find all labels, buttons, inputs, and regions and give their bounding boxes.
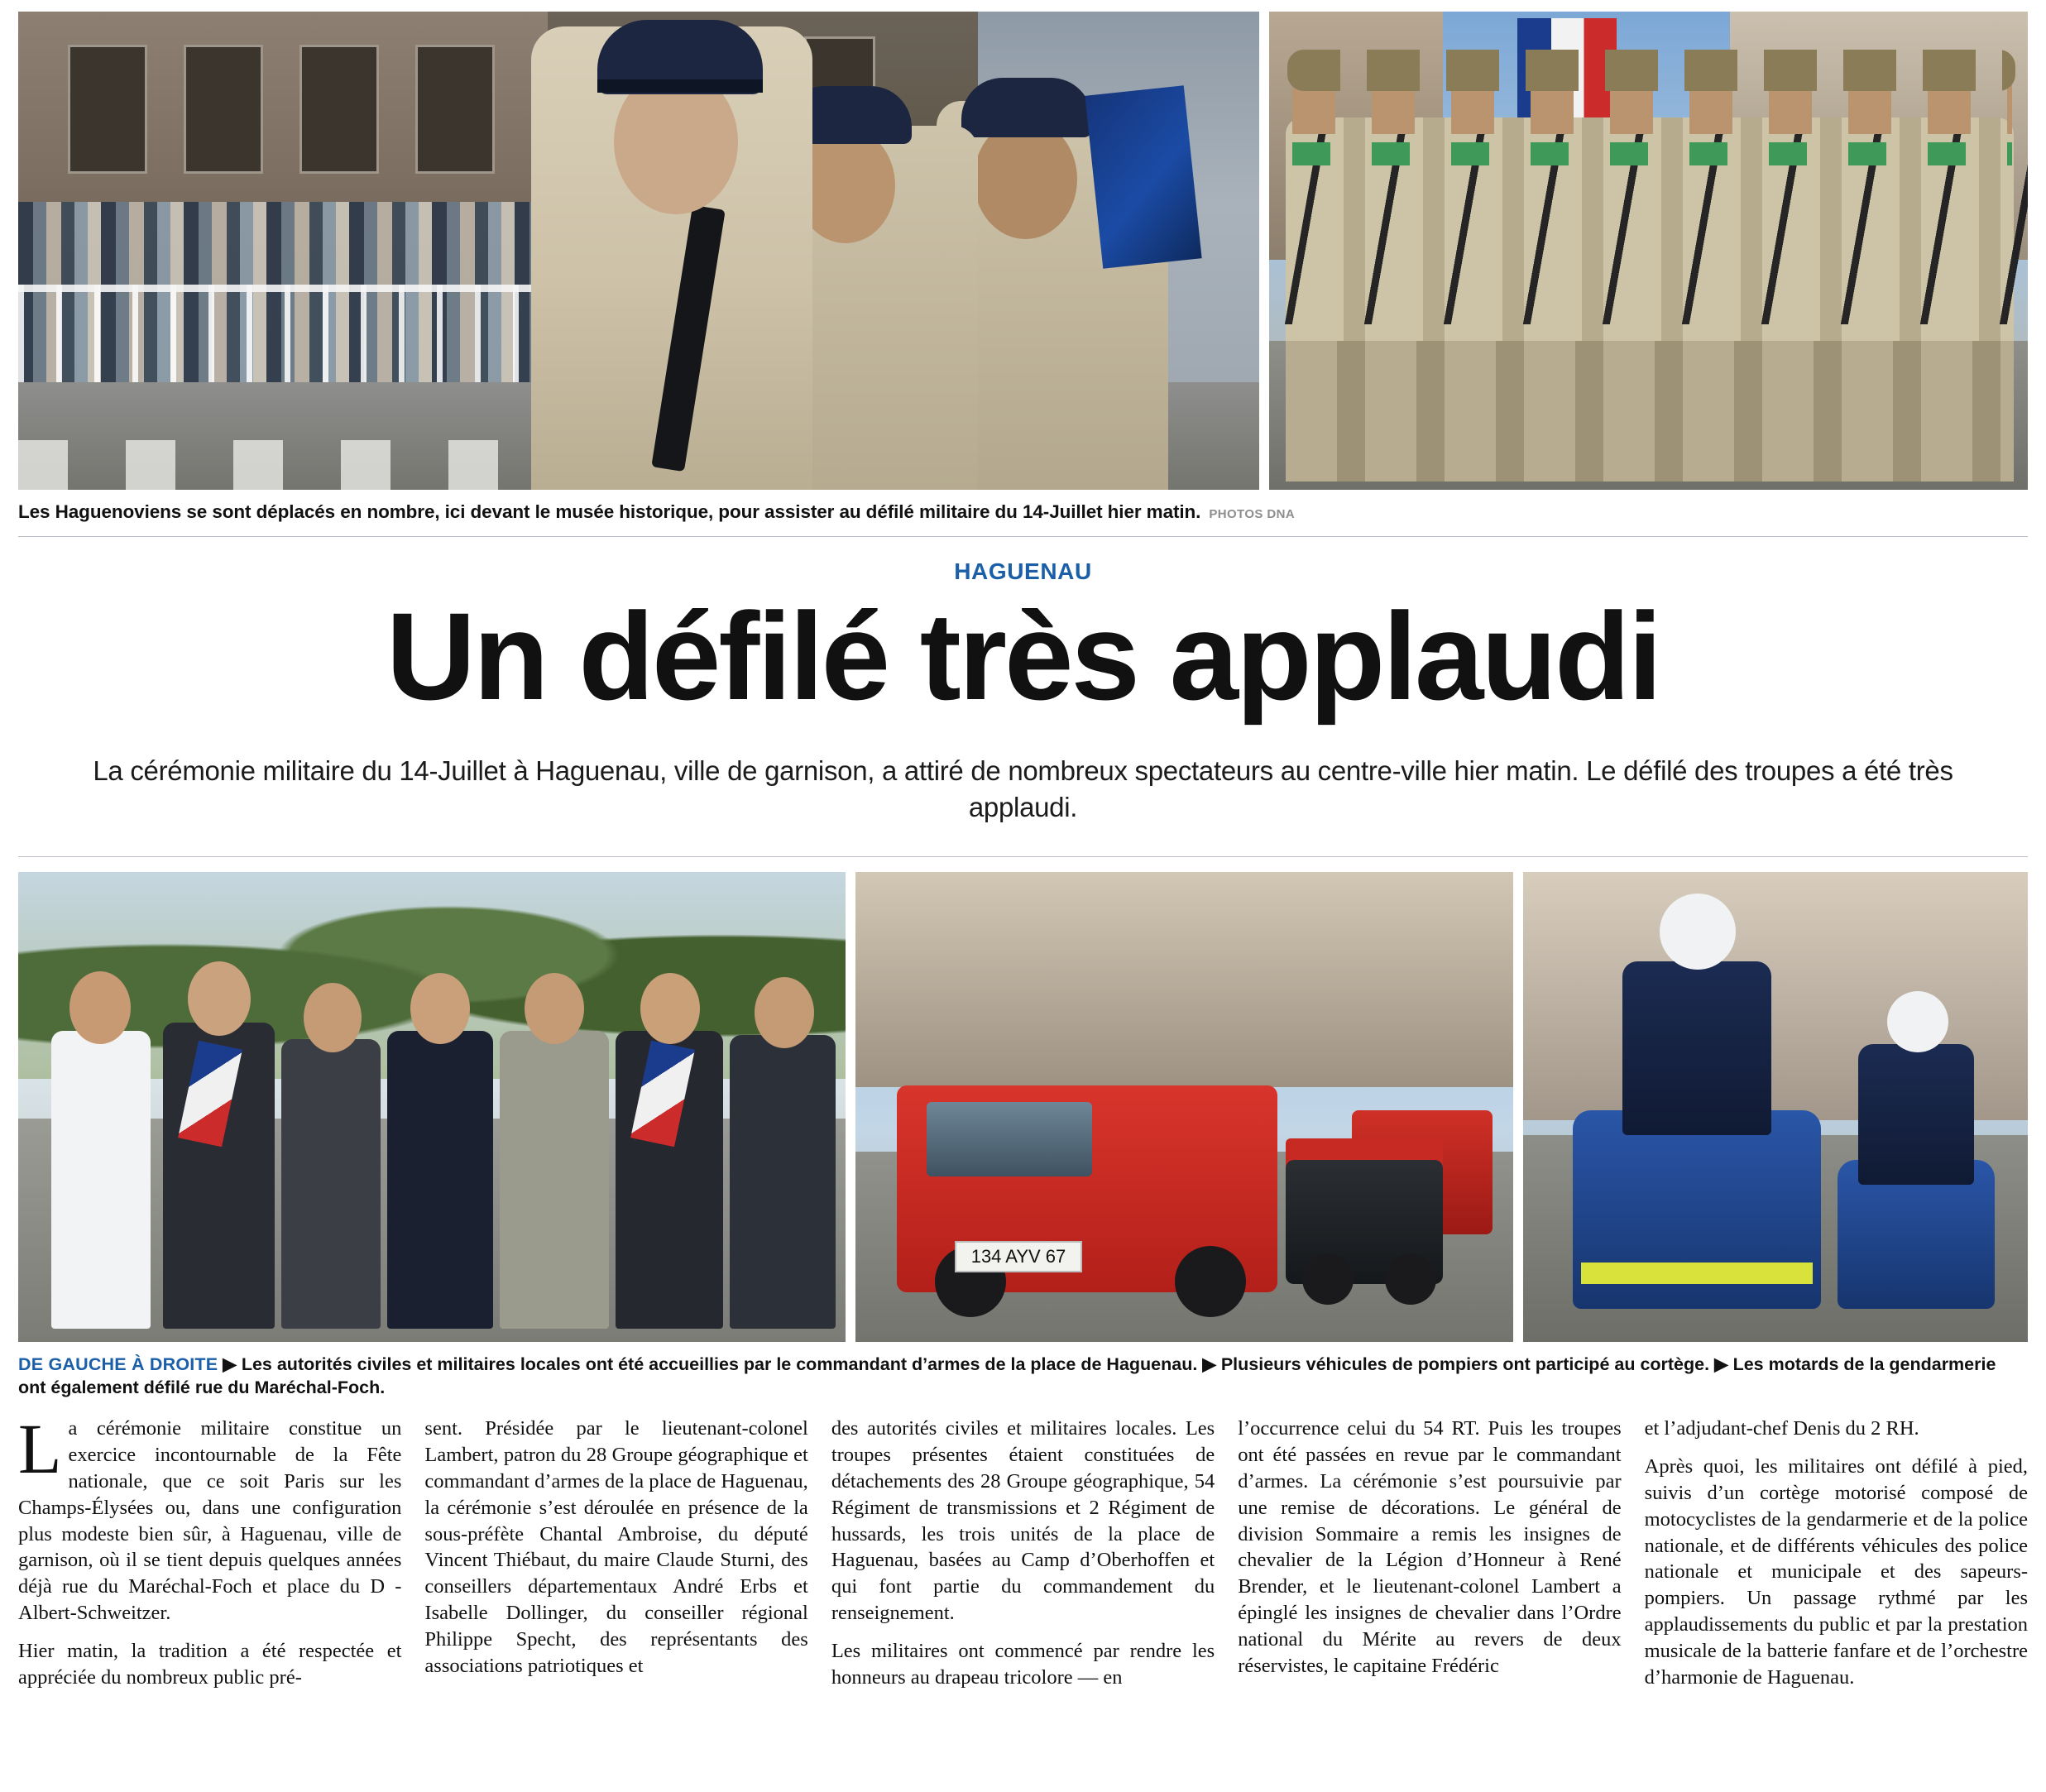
window	[184, 45, 263, 174]
person-head	[755, 977, 814, 1048]
wheel	[1302, 1253, 1354, 1305]
reflective-stripe	[1581, 1263, 1813, 1284]
official-person	[387, 1031, 493, 1329]
kepi-band	[597, 79, 763, 93]
rider-lead	[1622, 961, 1771, 1135]
paragraph: et l’adjudant-chef Denis du 2 RH.	[1644, 1417, 1919, 1440]
window	[415, 45, 495, 174]
person-head	[188, 961, 251, 1036]
arrow-right-icon: ▶	[1202, 1354, 1216, 1375]
person-head	[304, 983, 362, 1052]
buildings	[855, 872, 1513, 1087]
newspaper-page	[0, 12, 2046, 1792]
wheel	[1385, 1253, 1436, 1305]
caption-text-2: Plusieurs véhicules de pompiers ont participé au cortège.	[1220, 1354, 1710, 1375]
photo-crowd-parade	[18, 12, 1259, 490]
top-photo-row	[18, 12, 2028, 490]
wheel	[1175, 1246, 1246, 1317]
caption-text-3: Les motards de la gendarmerie ont également défilé rue du Maréchal-Foch.	[18, 1354, 1996, 1397]
text-column-5	[1645, 1416, 2028, 1690]
regimental-flag	[1085, 85, 1201, 268]
berets	[1287, 50, 2015, 91]
paragraph-text: a cérémonie militaire constitue un exercice incontournable de la Fête nationale, que ce soit Paris sur les Champs-Élysées ou, dans une configuration plus modeste bien sûr, à Haguenau, ville de garnison, où il se tient depuis quelques années déjà rue du Maréchal-Foch et place du D -Albert-Schweitzer.	[18, 1417, 402, 1625]
troops-legs	[1286, 341, 2014, 482]
drop-cap: L	[18, 1409, 62, 1489]
photo-credit: PHOTOS DNA	[1209, 507, 1296, 521]
license-plate: 134 AYV 67	[955, 1241, 1082, 1272]
photo-marching-troops	[1269, 12, 2028, 490]
paragraph	[18, 1409, 402, 1627]
person-head	[410, 973, 470, 1044]
photo-fire-vehicles	[855, 872, 1513, 1342]
person-head	[525, 973, 584, 1044]
window	[68, 45, 147, 174]
military-officer	[500, 1031, 609, 1329]
window	[299, 45, 379, 174]
paragraph: Hier matin, la tradition a été respectée et appréciée du nombreux public pré-	[18, 1639, 402, 1689]
arrow-right-icon: ▶	[1714, 1354, 1728, 1375]
standfirst: La cérémonie militaire du 14-Juillet à Haguenau, ville de garnison, a attiré de nombreux spectateurs au centre-ville hier matin. Le défilé des troupes a été très applaudi.	[93, 755, 1953, 822]
paragraph: des autorités civiles et militaires locales. Les troupes présentes étaient constituées de détachements des 28 Groupe géographique, 54 Régiment de transmissions et 2 Régiment de hussards, les trois unités de la place de Haguenau, basées au Camp d’Oberhoffen et qui font partie du commandement du renseignement.	[831, 1417, 1215, 1625]
paragraph: Les militaires ont commencé par rendre les honneurs au drapeau tricolore — en	[831, 1639, 1215, 1689]
text-column-3	[831, 1416, 1215, 1690]
official-person	[281, 1039, 381, 1329]
windshield	[927, 1102, 1092, 1176]
mid-photo-row	[18, 872, 2028, 1342]
article-body	[18, 1409, 2029, 1690]
mid-photo-caption	[18, 1354, 2028, 1399]
helmet-icon	[1887, 991, 1948, 1052]
arrow-right-icon: ▶	[223, 1354, 237, 1375]
text-column-4	[1238, 1416, 1621, 1690]
top-photo-caption	[18, 501, 2028, 523]
caption-text-1: Les autorités civiles et militaires locales ont été accueillies par le commandant d’armes de la place de Haguenau.	[241, 1354, 1198, 1375]
official-person	[51, 1031, 151, 1329]
caption-text: Les Haguenoviens se sont déplacés en nombre, ici devant le musée historique, pour assister au défilé militaire du 14-Juillet hier matin.	[18, 501, 1201, 522]
kepi-icon	[961, 78, 1092, 137]
person-head	[640, 973, 700, 1044]
green-scarves	[1292, 142, 2012, 165]
paragraph: l’occurrence celui du 54 RT. Puis les troupes ont été passées en revue par le commandant d’armes. La cérémonie s’est poursuivie par une remise de décorations. Le général de division Sommaire a remis les insignes de chevalier de la Légion d’Honneur à René Brender, et le lieutenant-colonel Lambert a épinglé les insignes de chevalier dans l’Ordre national du Mérite au revers de deux réservistes, le capitaine Frédéric	[1238, 1417, 1622, 1677]
caption-direction-label: DE GAUCHE À DROITE	[18, 1354, 218, 1375]
photo-officials	[18, 872, 846, 1342]
page-title: Un défilé très applaudi	[386, 587, 1660, 726]
rider	[1858, 1044, 1974, 1185]
helmet-icon	[1660, 894, 1736, 970]
paragraph: Après quoi, les militaires ont défilé à pied, suivis d’un cortège motorisé composé de motocyclistes de la gendarmerie et de la police nationale, et de différents véhicules des police nationale et municipale et des sapeurs-pompiers. Un passage rythmé par les applaudissements du public et par la prestation musicale de la batterie fanfare et de l’orchestre d’harmonie de Haguenau.	[1644, 1454, 2029, 1689]
paragraph: sent. Présidée par le lieutenant-colonel Lambert, patron du 28 Groupe géographique et commandant d’armes de la place de Haguenau, la cérémonie s’est déroulée en présence de la sous-préfète Chantal Ambroise, du député Vincent Thiébaut, du maire Claude Sturni, des conseillers départementaux André Erbs et Isabelle Dollinger, du conseiller régional Philippe Specht, des représentants des associations patriotiques et	[424, 1417, 808, 1677]
text-column-2	[424, 1416, 807, 1690]
divider-rule	[18, 536, 2028, 537]
official-person	[730, 1035, 836, 1329]
kicker: HAGUENAU	[954, 558, 1092, 584]
text-column-1	[18, 1409, 402, 1690]
divider-rule	[18, 856, 2028, 857]
person-head	[69, 971, 131, 1044]
photo-gendarmerie-motorcycles	[1523, 872, 2028, 1342]
